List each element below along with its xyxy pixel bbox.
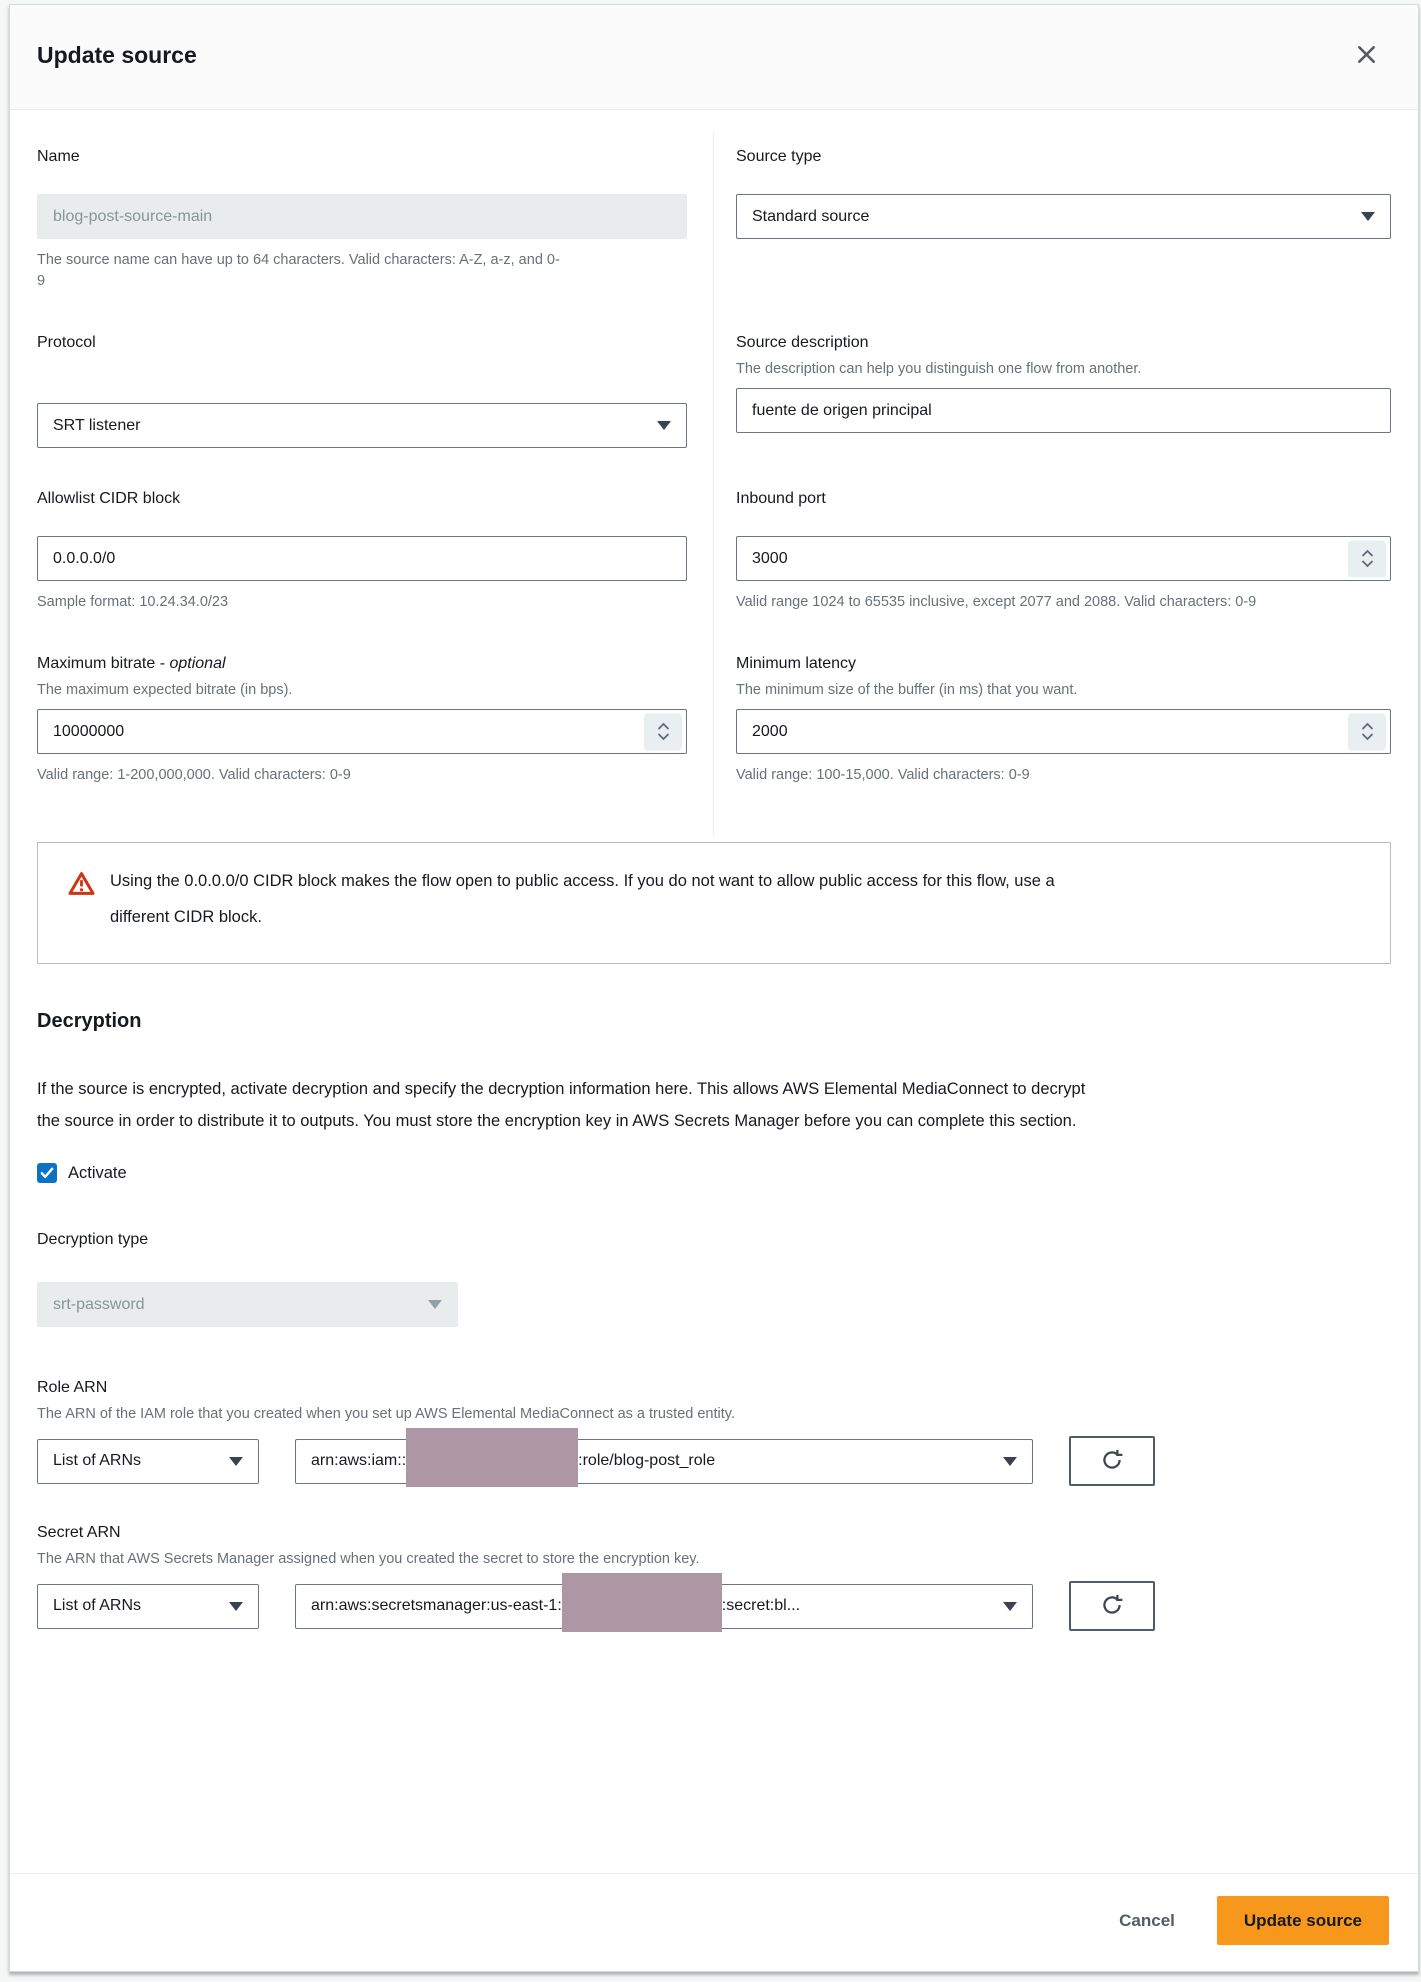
- source-description-field-group: [714, 318, 1391, 474]
- name-label: Name: [37, 148, 80, 165]
- inbound-port-label: Inbound port: [736, 490, 826, 507]
- source-type-value: Standard source: [752, 207, 870, 225]
- secret-arn-value: arn:aws:secretsmanager:us-east-1: :secret:bl...: [311, 1573, 800, 1639]
- update-source-dialog: [9, 4, 1419, 1972]
- protocol-value: SRT listener: [53, 416, 141, 434]
- dialog-body: [10, 110, 1418, 1873]
- inbound-port-input[interactable]: [736, 536, 1391, 581]
- role-arn-desc: The ARN of the IAM role that you created when you set up AWS Elemental MediaConnect as a trusted entity.: [37, 1406, 735, 1422]
- allowlist-cidr-hint: Sample format: 10.24.34.0/23: [37, 594, 229, 610]
- role-arn-field-group: [37, 1377, 1391, 1486]
- protocol-field-group: [37, 318, 714, 474]
- activate-label: Activate: [68, 1163, 127, 1182]
- chevron-up-icon: [1361, 550, 1374, 558]
- decryption-section: [37, 1010, 1391, 1631]
- secret-arn-field-group: [37, 1522, 1391, 1631]
- allowlist-cidr-label: Allowlist CIDR block: [37, 490, 181, 507]
- secret-arn-mode-select[interactable]: [37, 1584, 259, 1629]
- chevron-down-icon: [1003, 1602, 1017, 1611]
- name-field-group: [37, 132, 714, 318]
- warning-icon: [68, 871, 95, 901]
- inbound-port-hint: Valid range 1024 to 65535 inclusive, except 2077 and 2088. Valid characters: 0-9: [736, 594, 1257, 610]
- protocol-label: Protocol: [37, 334, 96, 351]
- activate-checkbox-row[interactable]: [37, 1163, 1391, 1183]
- chevron-down-icon: [1003, 1457, 1017, 1466]
- inbound-port-field-group: [714, 474, 1391, 639]
- source-type-label: Source type: [736, 148, 822, 165]
- chevron-down-icon: [1361, 212, 1375, 221]
- close-icon: [1355, 54, 1378, 69]
- chevron-up-icon: [657, 723, 670, 731]
- decryption-type-value: srt-password: [53, 1295, 145, 1313]
- source-type-select[interactable]: [736, 194, 1391, 239]
- page-title: Update source: [37, 42, 197, 68]
- min-latency-hint: Valid range: 100-15,000. Valid characters: 0-9: [736, 767, 1030, 783]
- activate-checkbox[interactable]: [37, 1163, 57, 1183]
- max-bitrate-stepper[interactable]: [644, 713, 682, 750]
- allowlist-cidr-input[interactable]: [37, 536, 687, 581]
- max-bitrate-hint: Valid range: 1-200,000,000. Valid characters: 0-9: [37, 767, 351, 783]
- role-arn-select[interactable]: [295, 1439, 1033, 1484]
- role-arn-mode-value: List of ARNs: [53, 1452, 142, 1469]
- chevron-down-icon: [229, 1602, 243, 1611]
- max-bitrate-field-group: [37, 639, 714, 836]
- max-bitrate-input[interactable]: [37, 709, 687, 754]
- min-latency-field-group: [714, 639, 1391, 836]
- chevron-down-icon: [428, 1300, 442, 1309]
- close-button[interactable]: [1353, 41, 1380, 68]
- min-latency-stepper[interactable]: [1348, 713, 1386, 750]
- min-latency-label: Minimum latency: [736, 655, 857, 672]
- role-arn-label: Role ARN: [37, 1379, 108, 1396]
- decryption-description: If the source is encrypted, activate decryption and specify the decryption information here. This allows AWS Elemental MediaConnect to decrypt the source in order to distribute it to outputs. You must store the encryption key in AWS Secrets Manager before you can complete this section.: [37, 1080, 1086, 1130]
- allowlist-cidr-field-group: [37, 474, 714, 639]
- max-bitrate-label: Maximum bitrate - optional: [37, 655, 226, 672]
- chevron-down-icon: [657, 421, 671, 430]
- min-latency-input[interactable]: [736, 709, 1391, 754]
- optional-flag: optional: [165, 655, 226, 672]
- secret-arn-select[interactable]: [295, 1584, 1033, 1629]
- cancel-button[interactable]: Cancel: [1115, 1901, 1179, 1941]
- dialog-footer: [10, 1873, 1418, 1971]
- decryption-type-label: Decryption type: [37, 1231, 149, 1248]
- role-arn-value: arn:aws:iam:: :role/blog-post_role: [311, 1428, 715, 1494]
- chevron-down-icon: [229, 1457, 243, 1466]
- decryption-heading: Decryption: [37, 1010, 142, 1032]
- update-source-button[interactable]: Update source: [1217, 1896, 1389, 1945]
- secret-arn-refresh-button[interactable]: [1069, 1581, 1155, 1631]
- role-arn-mode-select[interactable]: [37, 1439, 259, 1484]
- role-arn-refresh-button[interactable]: [1069, 1436, 1155, 1486]
- source-type-field-group: [714, 132, 1391, 318]
- check-icon: [40, 1167, 54, 1179]
- warning-message: Using the 0.0.0.0/0 CIDR block makes the flow open to public access. If you do not want to allow public access for this flow, use a different CIDR block.: [110, 872, 1055, 926]
- max-bitrate-desc: The maximum expected bitrate (in bps).: [37, 682, 293, 698]
- chevron-down-icon: [1361, 733, 1374, 741]
- min-latency-desc: The minimum size of the buffer (in ms) that you want.: [736, 682, 1078, 698]
- decryption-type-field-group: [37, 1229, 1391, 1327]
- secret-arn-mode-value: List of ARNs: [53, 1597, 142, 1614]
- secret-arn-desc: The ARN that AWS Secrets Manager assigned when you created the secret to store the encryption key.: [37, 1551, 700, 1567]
- dialog-header: [10, 5, 1418, 110]
- name-hint: The source name can have up to 64 characters. Valid characters: A-Z, a-z, and 0-9: [37, 252, 560, 289]
- inbound-port-stepper[interactable]: [1348, 540, 1386, 577]
- redaction-block: [406, 1428, 578, 1487]
- secret-arn-label: Secret ARN: [37, 1524, 121, 1541]
- source-description-input[interactable]: [736, 388, 1391, 433]
- cidr-warning-banner: [37, 842, 1391, 964]
- refresh-icon: [1099, 1592, 1125, 1621]
- chevron-up-icon: [1361, 723, 1374, 731]
- chevron-down-icon: [1361, 560, 1374, 568]
- chevron-down-icon: [657, 733, 670, 741]
- source-form: [37, 132, 1391, 836]
- redaction-block: [562, 1573, 722, 1632]
- source-description-desc: The description can help you distinguish one flow from another.: [736, 361, 1142, 377]
- refresh-icon: [1099, 1447, 1125, 1476]
- name-input: [37, 194, 687, 239]
- source-description-label: Source description: [736, 334, 869, 351]
- protocol-select[interactable]: [37, 403, 687, 448]
- decryption-type-select: [37, 1282, 458, 1327]
